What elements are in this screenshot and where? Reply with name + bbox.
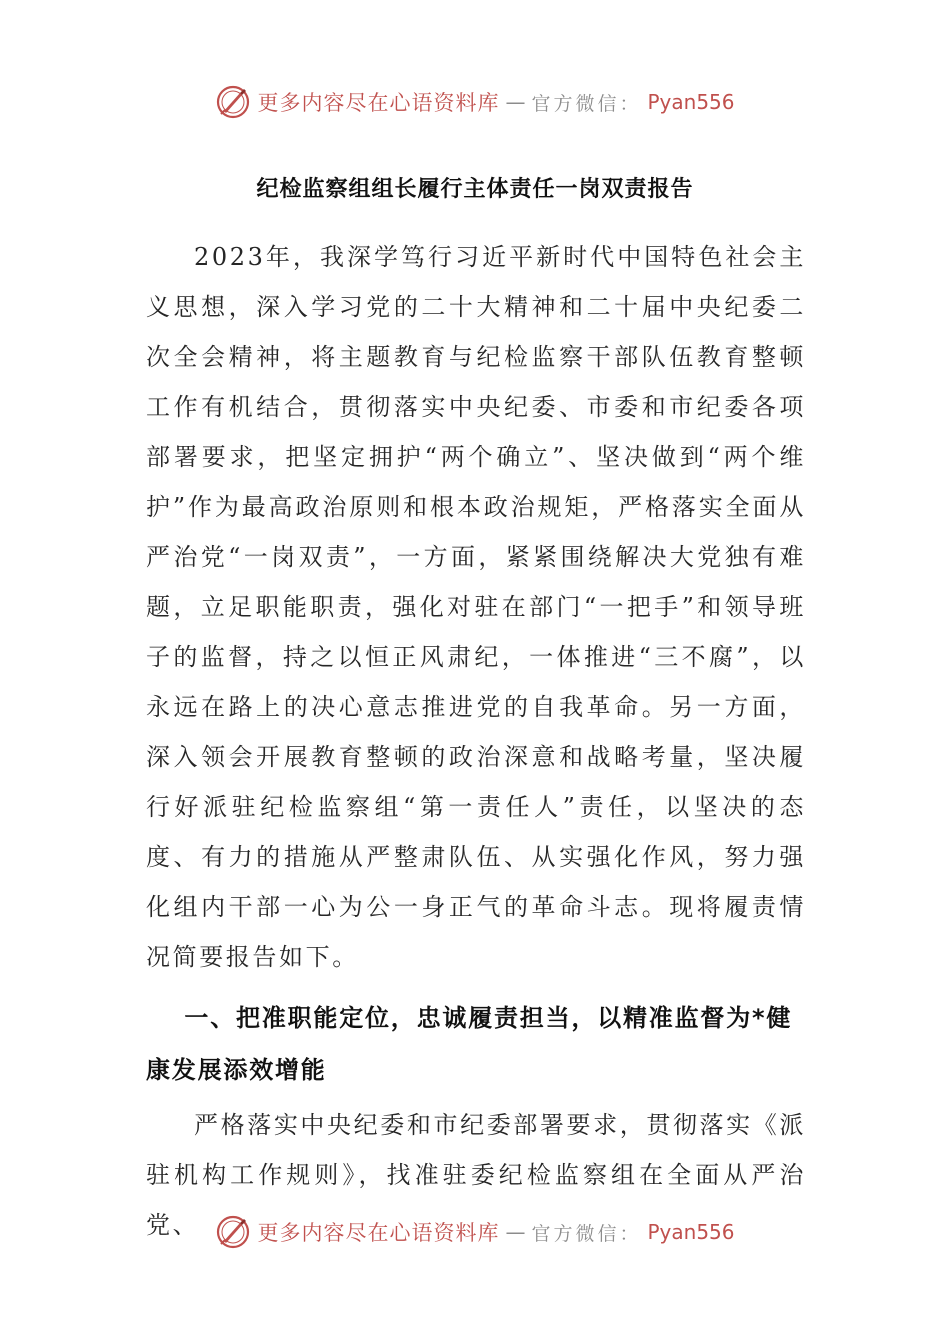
watermark-wechat-label: 官方微信： [531, 92, 642, 115]
document-title: 纪检监察组组长履行主体责任一岗双责报告 [256, 177, 694, 202]
watermark-wechat-label: 官方微信： [531, 1222, 642, 1245]
watermark-separator: — [505, 1220, 526, 1244]
watermark-separator: — [505, 90, 526, 114]
watermark-banner-top [0, 82, 950, 122]
watermark-wechat-id: Pyan556 [647, 1220, 735, 1244]
watermark-brand-text: 更多内容尽在心语资料库 [257, 1221, 500, 1245]
section-heading-1: 一、把准职能定位，忠诚履责担当，以精准监督为*健康发展添效增能 [146, 1004, 793, 1084]
quill-pen-icon [215, 84, 251, 120]
body-paragraph-2: 严格落实中央纪委和市纪委部署要求，贯彻落实《派驻机构工作规则》，找准驻委纪检监察组在全面从严治党、 [146, 1111, 806, 1239]
quill-pen-icon [215, 1214, 251, 1250]
body-paragraph-1: 2023年，我深学笃行习近平新时代中国特色社会主义思想，深入学习党的二十大精神和二十届中央纪委二次全会精神，将主题教育与纪检监察干部队伍教育整顿工作有机结合，贯彻落实中央纪委、市委和市纪委各项部署要求，把坚定拥护“两个确立”、坚决做到“两个维护”作为最高政治原则和根本政治规矩，严格落实全面从严治党“一岗双责”，一方面，紧紧围绕解决大党独有难题，立足职能职责，强化对驻在部门“一把手”和领导班子的监督，持之以恒正风肃纪，一体推进“三不腐”，以永远在路上的决心意志推进党的自我革命。另一方面，深入领会开展教育整顿的政治深意和战略考量，坚决履行好派驻纪检监察组“第一责任人”责任，以坚决的态度、有力的措施从严整肃队伍、从实强化作风，努力强化组内干部一心为公一身正气的革命斗志。现将履责情况简要报告如下。 [146, 243, 806, 971]
watermark-wechat-id: Pyan556 [647, 90, 735, 114]
document-body [146, 232, 806, 1250]
watermark-banner-bottom [0, 1212, 950, 1252]
watermark-brand-text: 更多内容尽在心语资料库 [257, 91, 500, 115]
